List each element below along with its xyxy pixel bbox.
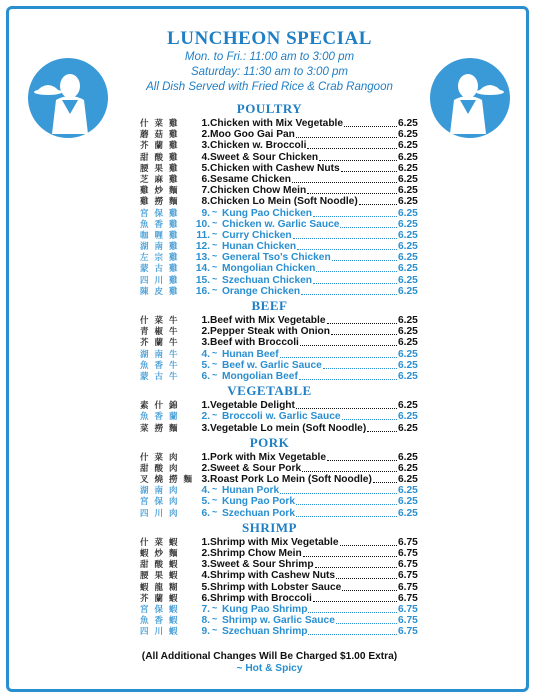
- pepper-icon: ~: [212, 369, 218, 380]
- item-number: 8.: [201, 615, 210, 627]
- dot-leader: [316, 270, 397, 272]
- item-number: 3.: [201, 474, 210, 486]
- menu-item: [0, 593, 539, 604]
- item-number: 10.: [195, 218, 210, 230]
- item-number: 2.: [201, 129, 210, 141]
- item-number: 3.: [201, 337, 210, 349]
- chinese-name: 左宗雞: [140, 252, 184, 263]
- item-name: Shrimp with Broccoli: [210, 592, 312, 604]
- dot-leader: [341, 170, 397, 172]
- chinese-name: 素什錦: [140, 400, 184, 411]
- menu-item: [0, 508, 539, 519]
- item-price: 6.25: [398, 285, 418, 297]
- dot-leader: [359, 203, 397, 205]
- menu-item: [0, 474, 539, 485]
- dot-leader: [323, 367, 397, 369]
- item-number: 5.: [201, 162, 210, 174]
- spicy-legend: [0, 663, 539, 674]
- item-price: 6.25: [398, 241, 418, 253]
- dot-leader: [344, 125, 397, 127]
- pepper-icon: ~: [212, 240, 218, 251]
- item-number: 1.: [201, 451, 210, 463]
- menu-item: [0, 349, 539, 360]
- item-number: 6.: [201, 592, 210, 604]
- menu-header: [0, 28, 539, 95]
- menu-item: [0, 219, 539, 230]
- dot-leader: [342, 589, 397, 591]
- chinese-name: 蝦炒麵: [140, 548, 184, 558]
- dot-leader: [300, 344, 397, 346]
- pepper-icon: ~: [212, 347, 218, 358]
- item-number: 8.: [201, 196, 210, 208]
- chinese-name: 腰果蝦: [140, 570, 184, 581]
- item-price: 6.25: [398, 337, 418, 349]
- chinese-name: 蘑菇雞: [140, 129, 184, 140]
- spicy-legend-label: Hot & Spicy: [245, 663, 303, 674]
- chinese-name: 甜酸肉: [140, 462, 184, 473]
- item-name: Hunan Beef: [222, 348, 279, 360]
- item-price: 6.25: [398, 462, 418, 474]
- item-price: 6.75: [398, 559, 418, 571]
- item-price: 6.25: [398, 370, 418, 382]
- menu-item: [0, 118, 539, 129]
- menu-item: [0, 275, 539, 286]
- chinese-name: 咖喱雞: [140, 229, 184, 240]
- item-number: 6.: [201, 173, 210, 185]
- item-price: 6.25: [398, 496, 418, 508]
- served-with-note: All Dish Served with Fried Rice & Crab Rangoon: [146, 81, 393, 93]
- item-name: Hunan Chicken: [222, 241, 297, 253]
- menu-item: [0, 582, 539, 593]
- item-price: 6.25: [398, 229, 418, 241]
- item-name: Pepper Steak with Onion: [210, 326, 331, 338]
- chinese-name: 四川雞: [140, 274, 184, 285]
- item-name: Curry Chicken: [222, 229, 292, 241]
- chinese-name: 雞撈麵: [140, 196, 184, 207]
- item-name: Chicken with Cashew Nuts: [210, 162, 340, 174]
- item-price: 6.25: [398, 411, 418, 423]
- item-name: Sesame Chicken: [210, 173, 291, 185]
- item-price: 6.25: [398, 451, 418, 463]
- menu-item: [0, 559, 539, 570]
- section-title: PORK: [249, 434, 290, 450]
- chinese-name: 湖南牛: [140, 348, 184, 359]
- item-number: 2.: [201, 326, 210, 338]
- item-name: Hunan Pork: [222, 485, 280, 497]
- chinese-name: 宮保蝦: [140, 603, 184, 614]
- dot-leader: [307, 147, 397, 149]
- item-name: Beef with Broccoli: [210, 337, 299, 349]
- item-number: 6.: [201, 370, 210, 382]
- chinese-name: 雞炒麵: [140, 185, 184, 196]
- dot-leader: [292, 181, 397, 183]
- menu-item: [0, 548, 539, 559]
- menu-item: [0, 371, 539, 382]
- section-title: SHRIMP: [242, 519, 297, 535]
- chinese-name: 陳皮雞: [140, 285, 184, 296]
- item-price: 6.25: [398, 422, 418, 434]
- item-number: 4.: [201, 570, 210, 582]
- dot-leader: [296, 136, 397, 138]
- item-price: 6.25: [398, 218, 418, 230]
- dot-leader: [315, 566, 397, 568]
- item-name: Mongolian Chicken: [222, 263, 316, 275]
- item-number: 9.: [201, 207, 210, 219]
- item-number: 5.: [201, 581, 210, 593]
- item-name: Chicken Chow Mein: [210, 185, 307, 197]
- section-title: BEEF: [251, 298, 288, 313]
- item-price: 6.75: [398, 581, 418, 593]
- item-name: Shrimp Chow Mein: [210, 548, 302, 559]
- item-name: Szechuan Chicken: [222, 274, 313, 286]
- item-name: Vegetable Lo mein (Soft Noodle): [210, 422, 367, 434]
- item-price: 6.25: [398, 263, 418, 275]
- item-number: 12.: [195, 241, 210, 253]
- pepper-icon: ~: [212, 484, 218, 495]
- dot-leader: [313, 600, 397, 602]
- item-number: 1.: [201, 315, 210, 326]
- menu-item: [0, 463, 539, 474]
- item-price: 6.25: [398, 118, 418, 129]
- item-price: 6.25: [398, 207, 418, 219]
- item-number: 14.: [195, 263, 210, 275]
- menu-item: [0, 196, 539, 207]
- item-number: 5.: [201, 359, 210, 371]
- item-name: Beef w. Garlic Sauce: [222, 359, 322, 371]
- dot-leader: [302, 470, 397, 472]
- item-number: 4.: [201, 348, 210, 360]
- item-name: Beef with Mix Vegetable: [210, 315, 326, 326]
- dot-leader: [307, 192, 397, 194]
- dot-leader: [301, 293, 397, 295]
- menu-item: [0, 152, 539, 163]
- menu-item: [0, 400, 539, 411]
- item-price: 6.75: [398, 592, 418, 604]
- chinese-name: 甜酸蝦: [140, 559, 184, 570]
- item-number: 3.: [201, 422, 210, 434]
- dot-leader: [373, 481, 397, 483]
- menu-item: [0, 230, 539, 241]
- chinese-name: 腰果雞: [140, 162, 184, 173]
- dot-leader: [340, 544, 397, 546]
- item-name: Vegetable Delight: [210, 400, 295, 412]
- item-price: 6.25: [398, 315, 418, 326]
- menu-list: [0, 100, 539, 638]
- item-name: Pork with Mix Vegetable: [210, 451, 327, 463]
- item-name: Moo Goo Gai Pan: [210, 129, 295, 141]
- item-number: 2.: [201, 548, 210, 559]
- dot-leader: [313, 282, 397, 284]
- pepper-icon: ~: [236, 663, 243, 674]
- item-price: 6.25: [398, 507, 418, 519]
- menu-item: [0, 252, 539, 263]
- chinese-name: 湖南雞: [140, 241, 184, 252]
- menu-item: [0, 360, 539, 371]
- item-name: Sweet & Sour Chicken: [210, 151, 319, 163]
- item-number: 16.: [195, 285, 210, 297]
- item-price: 6.25: [398, 474, 418, 486]
- item-number: 7.: [201, 185, 210, 197]
- menu-item: [0, 286, 539, 297]
- menu-item: [0, 208, 539, 219]
- pepper-icon: ~: [212, 410, 218, 421]
- item-name: Szechuan Pork: [222, 507, 296, 519]
- item-price: 6.75: [398, 615, 418, 627]
- item-number: 2.: [201, 411, 210, 423]
- menu-item: [0, 570, 539, 581]
- menu-item: [0, 315, 539, 326]
- item-name: Shrimp with Mix Vegetable: [210, 536, 339, 548]
- item-number: 7.: [201, 603, 210, 615]
- item-price: 6.25: [398, 326, 418, 338]
- menu-item: [0, 241, 539, 252]
- item-price: 6.75: [398, 548, 418, 559]
- chinese-name: 四川肉: [140, 507, 184, 518]
- dot-leader: [296, 407, 397, 409]
- menu-item: [0, 411, 539, 422]
- item-name: Chicken Lo Mein (Soft Noodle): [210, 196, 358, 208]
- item-price: 6.75: [398, 603, 418, 615]
- item-number: 1.: [201, 536, 210, 548]
- item-name: Shrimp w. Garlic Sauce: [222, 615, 335, 627]
- pepper-icon: ~: [212, 602, 218, 613]
- dot-leader: [319, 159, 397, 161]
- item-number: 15.: [195, 274, 210, 286]
- item-name: Szechuan Shrimp: [222, 626, 308, 638]
- item-price: 6.25: [398, 173, 418, 185]
- dot-leader: [336, 622, 397, 624]
- menu-item: [0, 129, 539, 140]
- chinese-name: 蝦龍糊: [140, 581, 184, 592]
- menu-item: [0, 604, 539, 615]
- chinese-name: 魚香蘭: [140, 411, 184, 422]
- item-name: Chicken w. Garlic Sauce: [222, 218, 340, 230]
- dot-leader: [331, 333, 397, 335]
- chinese-name: 宮保雞: [140, 207, 184, 218]
- pepper-icon: ~: [212, 625, 218, 636]
- chinese-name: 魚香蝦: [140, 615, 184, 626]
- pepper-icon: ~: [212, 506, 218, 517]
- item-name: Sweet & Sour Shrimp: [210, 559, 314, 571]
- item-number: 3.: [201, 140, 210, 152]
- item-number: 4.: [201, 151, 210, 163]
- dot-leader: [332, 259, 397, 261]
- item-name: General Tso's Chicken: [222, 252, 331, 264]
- chinese-name: 宮保肉: [140, 496, 184, 507]
- item-price: 6.25: [398, 274, 418, 286]
- pepper-icon: ~: [212, 273, 218, 284]
- menu-item: [0, 496, 539, 507]
- item-number: 5.: [201, 496, 210, 508]
- dot-leader: [280, 492, 397, 494]
- item-price: 6.25: [398, 252, 418, 264]
- item-price: 6.25: [398, 196, 418, 208]
- menu-item: [0, 263, 539, 274]
- item-name: Shrimp with Lobster Sauce: [210, 581, 342, 593]
- item-price: 6.75: [398, 570, 418, 582]
- dot-leader: [367, 430, 397, 432]
- menu-item: [0, 423, 539, 434]
- chinese-name: 芥蘭雞: [140, 140, 184, 151]
- dot-leader: [296, 515, 397, 517]
- dot-leader: [308, 633, 397, 635]
- item-number: 1.: [201, 118, 210, 129]
- dot-leader: [342, 418, 397, 420]
- saturday-hours: Saturday: 11:30 am to 3:00 pm: [190, 66, 349, 78]
- item-name: Chicken with Mix Vegetable: [210, 118, 344, 129]
- pepper-icon: ~: [212, 262, 218, 273]
- dot-leader: [313, 215, 397, 217]
- item-price: 6.25: [398, 400, 418, 412]
- page-title: LUNCHEON SPECIAL: [167, 28, 372, 49]
- menu-item: [0, 174, 539, 185]
- pepper-icon: ~: [212, 228, 218, 239]
- item-number: 9.: [201, 626, 210, 638]
- item-number: 1.: [201, 400, 210, 412]
- section-title: POULTRY: [236, 101, 303, 116]
- chinese-name: 什菜雞: [140, 118, 184, 128]
- item-price: 6.75: [398, 626, 418, 638]
- pepper-icon: ~: [212, 495, 218, 506]
- chinese-name: 魚香牛: [140, 359, 184, 370]
- item-name: Orange Chicken: [222, 285, 301, 297]
- item-name: Sweet & Sour Pork: [210, 462, 302, 474]
- pepper-icon: ~: [212, 284, 218, 295]
- dot-leader: [299, 378, 397, 380]
- menu-item: [0, 537, 539, 548]
- item-number: 11.: [196, 229, 210, 241]
- pepper-icon: ~: [212, 251, 218, 262]
- menu-item: [0, 140, 539, 151]
- pepper-icon: ~: [212, 358, 218, 369]
- item-name: Kung Pao Pork: [222, 496, 296, 508]
- chinese-name: 甜酸雞: [140, 151, 184, 162]
- item-price: 6.25: [398, 162, 418, 174]
- chinese-name: 什菜牛: [140, 315, 184, 325]
- chinese-name: 什菜肉: [140, 451, 184, 462]
- chinese-name: 魚香雞: [140, 218, 184, 229]
- dot-leader: [336, 577, 397, 579]
- item-name: Kung Pao Shrimp: [222, 603, 308, 615]
- item-number: 2.: [201, 462, 210, 474]
- item-name: Shrimp with Cashew Nuts: [210, 570, 336, 582]
- dot-leader: [340, 226, 397, 228]
- chinese-name: 什菜蝦: [140, 536, 184, 547]
- chinese-name: 蒙古雞: [140, 263, 184, 274]
- dot-leader: [327, 322, 397, 324]
- item-price: 6.25: [398, 359, 418, 371]
- pepper-icon: ~: [212, 206, 218, 217]
- item-price: 6.25: [398, 140, 418, 152]
- menu-item: [0, 163, 539, 174]
- item-number: 3.: [201, 559, 210, 571]
- section-title: VEGETABLE: [227, 383, 312, 399]
- menu-item: [0, 626, 539, 637]
- item-price: 6.25: [398, 151, 418, 163]
- dot-leader: [296, 503, 397, 505]
- item-name: Broccoli w. Garlic Sauce: [222, 411, 341, 423]
- item-price: 6.75: [398, 536, 418, 548]
- menu-item: [0, 485, 539, 496]
- menu-footer: [0, 651, 539, 674]
- item-name: Chicken w. Broccoli: [210, 140, 307, 152]
- menu-item: [0, 615, 539, 626]
- menu-item: [0, 326, 539, 337]
- item-name: Mongolian Beef: [222, 370, 298, 382]
- item-name: Kung Pao Chicken: [222, 207, 313, 219]
- item-price: 6.25: [398, 185, 418, 197]
- item-price: 6.25: [398, 129, 418, 141]
- dot-leader: [293, 237, 397, 239]
- chinese-name: 四川蝦: [140, 626, 184, 637]
- chinese-name: 芥蘭牛: [140, 337, 184, 348]
- dot-leader: [327, 459, 397, 461]
- item-name: Roast Pork Lo Mein (Soft Noodle): [210, 474, 372, 486]
- chinese-name: 湖南肉: [140, 485, 184, 496]
- menu-item: [0, 185, 539, 196]
- chinese-name: 叉燒撈麵: [140, 474, 199, 485]
- item-number: 13.: [195, 252, 210, 264]
- chinese-name: 芝麻雞: [140, 173, 184, 184]
- item-price: 6.25: [398, 348, 418, 360]
- chinese-name: 青椒牛: [140, 326, 184, 337]
- chinese-name: 蒙古牛: [140, 370, 184, 381]
- pepper-icon: ~: [212, 614, 218, 625]
- menu-item: [0, 337, 539, 348]
- pepper-icon: ~: [212, 217, 218, 228]
- item-number: 6.: [201, 507, 210, 519]
- chinese-name: 菜撈麵: [140, 422, 184, 433]
- dot-leader: [303, 555, 397, 557]
- extra-charge-note: (All Additional Changes Will Be Charged $1.00 Extra): [141, 651, 398, 662]
- dot-leader: [297, 248, 397, 250]
- chinese-name: 芥蘭蝦: [140, 592, 184, 603]
- item-price: 6.25: [398, 485, 418, 497]
- dot-leader: [280, 356, 397, 358]
- menu-item: [0, 452, 539, 463]
- item-number: 4.: [201, 485, 210, 497]
- weekday-hours: Mon. to Fri.: 11:00 am to 3:00 pm: [184, 51, 355, 63]
- dot-leader: [308, 611, 397, 613]
